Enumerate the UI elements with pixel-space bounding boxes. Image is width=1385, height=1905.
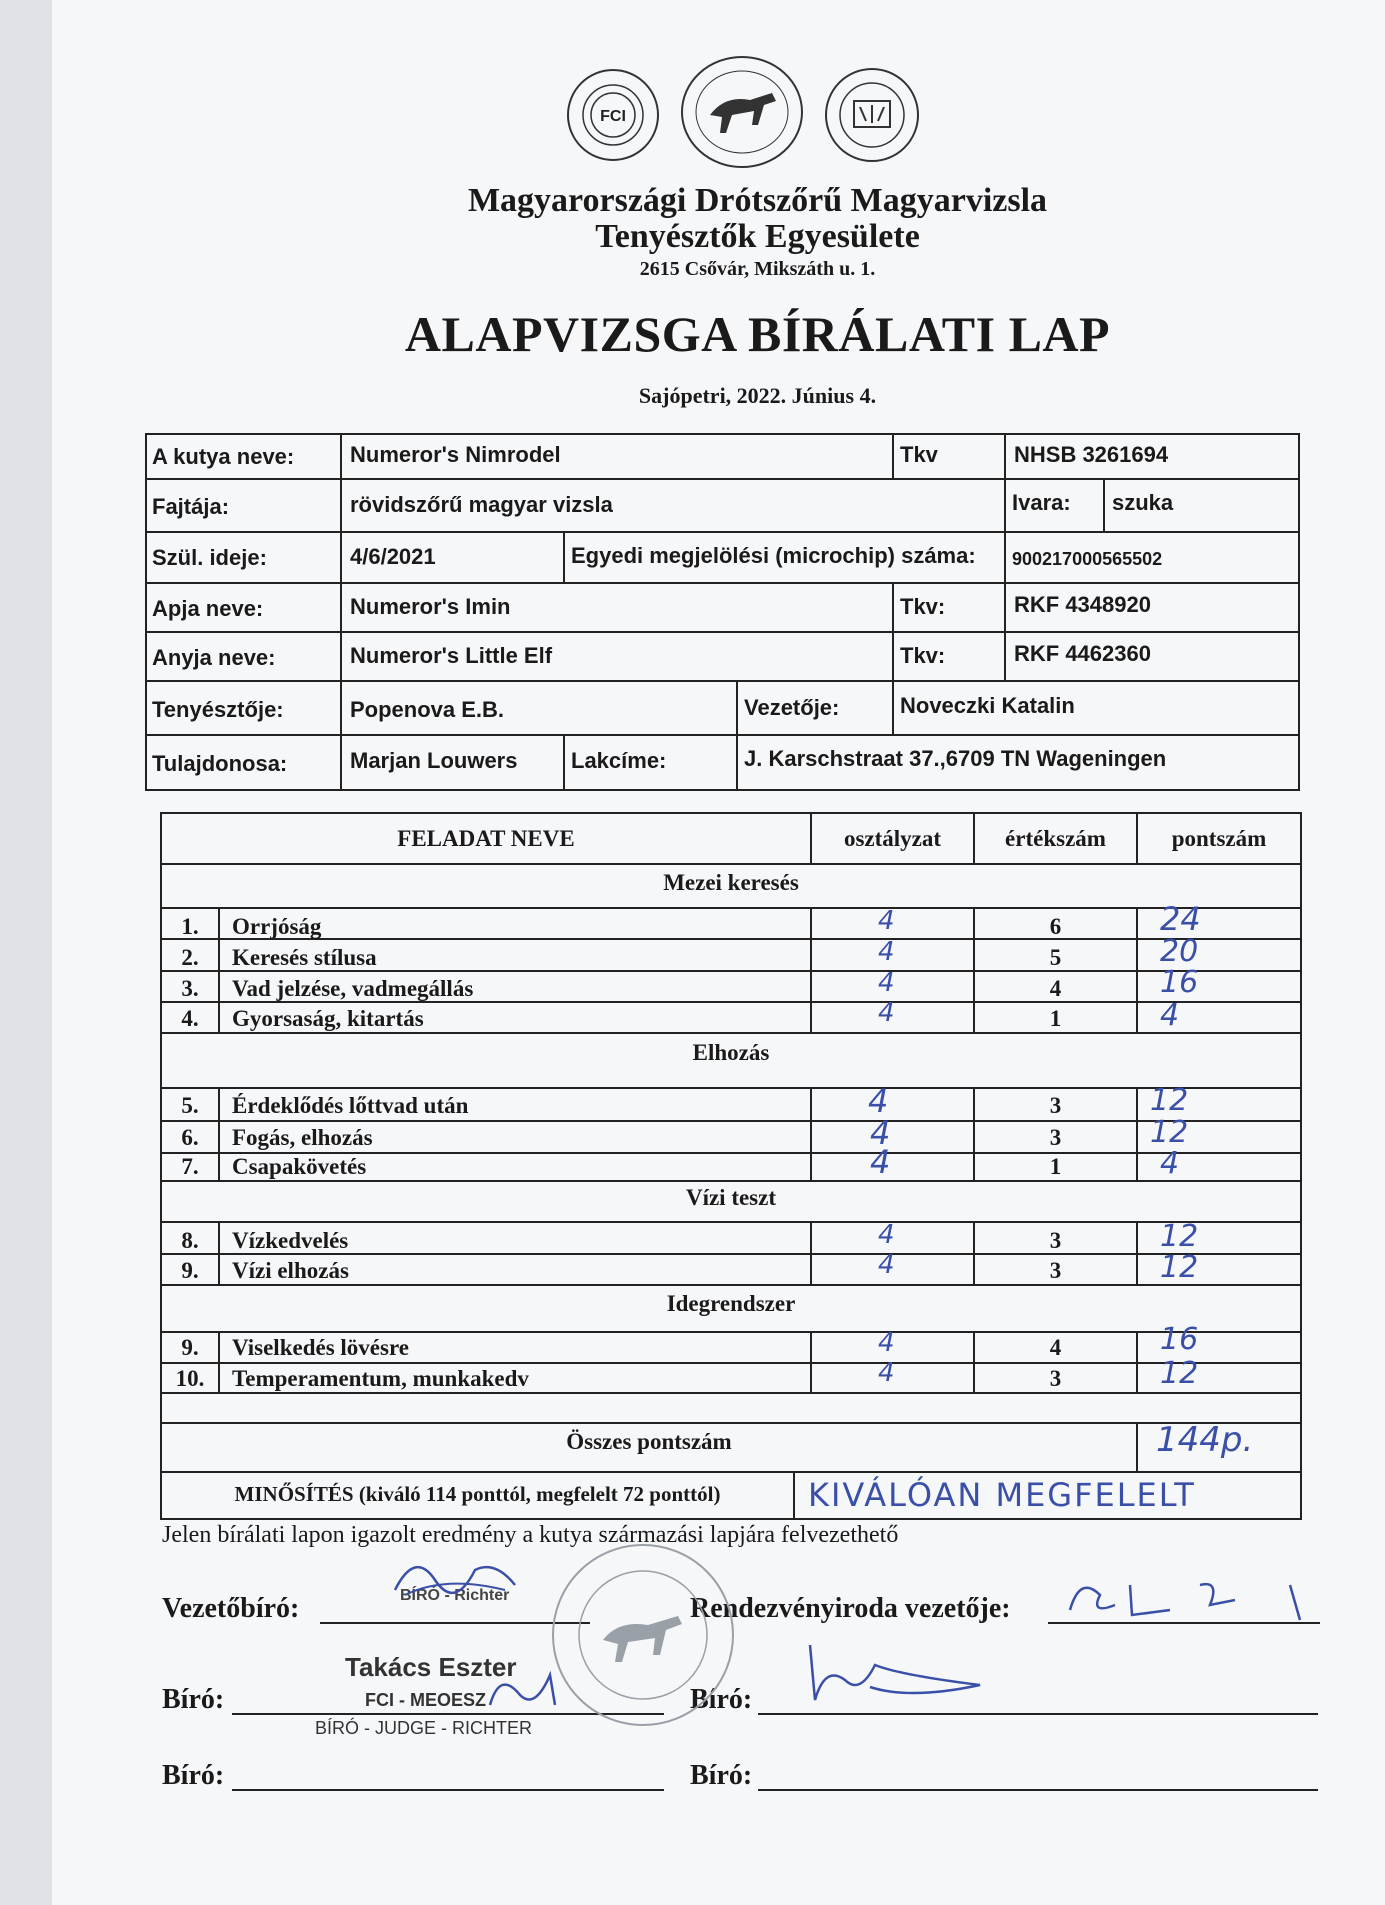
row-number: 3. [181, 976, 199, 1001]
total-label: Összes pontszám [566, 1429, 732, 1454]
weight-value: 6 [1049, 914, 1062, 939]
group-title: Mezei keresés [663, 870, 799, 895]
judge-signature-line [232, 1789, 664, 1791]
task-name: Érdeklődés lőttvad után [232, 1093, 469, 1118]
weight-value: 5 [1049, 945, 1062, 970]
rating-label: MINŐSÍTÉS (kiváló 114 ponttól, megfelelt 72 ponttól) [234, 1482, 721, 1506]
breed-value: rövidszőrű magyar vizsla [350, 492, 613, 517]
grade-handwritten: 4 [878, 937, 895, 967]
col-weight-header: értékszám [1005, 826, 1106, 851]
tkv-value: NHSB 3261694 [1014, 442, 1169, 467]
validity-note: Jelen bírálati lapon igazolt eredmény a kutya származási lapjára felvezethető [162, 1522, 899, 1548]
sex-value: szuka [1112, 490, 1174, 515]
chip-label: Egyedi megjelölési (microchip) száma: [571, 543, 976, 568]
grade-handwritten: 4 [878, 1250, 895, 1280]
weight-value: 3 [1049, 1228, 1062, 1253]
sire-name: Numeror's Imin [350, 594, 511, 619]
stamp-name: Takács Eszter [345, 1652, 517, 1682]
grade-handwritten: 4 [878, 1328, 895, 1358]
org-address: 2615 Csővár, Mikszáth u. 1. [639, 258, 876, 280]
row-number: 6. [181, 1125, 199, 1150]
place-date: Sajópetri, 2022. Június 4. [638, 383, 877, 408]
judge-label: Bíró: [162, 1760, 225, 1791]
meoesz-logo-icon [822, 65, 922, 165]
logo-row [560, 55, 930, 170]
row-number: 9. [181, 1258, 199, 1283]
dog-name: Numeror's Nimrodel [350, 442, 561, 467]
grade-handwritten: 4 [878, 998, 895, 1028]
sire-label: Apja neve: [152, 596, 264, 621]
weight-value: 1 [1049, 1006, 1062, 1031]
group-title: Elhozás [692, 1040, 770, 1065]
dog-name-label: A kutya neve: [152, 444, 295, 469]
tkv-label: Tkv [900, 442, 938, 467]
sire-tkv: RKF 4348920 [1014, 592, 1151, 617]
task-name: Csapakövetés [232, 1154, 367, 1179]
points-handwritten: 16 [1160, 965, 1199, 1000]
owner-address-label: Lakcíme: [571, 748, 667, 773]
row-number: 8. [181, 1228, 199, 1253]
task-name: Orrjóság [232, 914, 322, 939]
row-number: 4. [181, 1006, 199, 1031]
points-handwritten: 24 [1160, 900, 1201, 938]
signature-icon [385, 1540, 535, 1610]
points-handwritten: 4 [1160, 1146, 1180, 1181]
weight-value: 3 [1049, 1258, 1062, 1283]
col-points-header: pontszám [1171, 826, 1267, 851]
dam-name: Numeror's Little Elf [350, 643, 553, 668]
breeder-value: Popenova E.B. [350, 697, 505, 722]
signature-icon [790, 1625, 990, 1715]
judge-stamp-small: BÍRÓ - Richter [400, 1587, 510, 1604]
row-number: 9. [181, 1335, 199, 1360]
points-handwritten: 12 [1160, 1219, 1199, 1254]
sex-label: Ivara: [1012, 490, 1071, 515]
rating-handwritten: KIVÁLÓAN MEGFELELT [808, 1476, 1196, 1514]
points-handwritten: 4 [1160, 998, 1180, 1033]
stamp-title: BÍRÓ - JUDGE - RICHTER [315, 1718, 533, 1738]
group-title: Idegrendszer [666, 1291, 796, 1316]
signature-icon [1060, 1570, 1320, 1630]
grade-handwritten: 4 [878, 906, 895, 936]
task-name: Vízi elhozás [232, 1258, 349, 1283]
judge-label: Bíró: [690, 1684, 753, 1715]
handler-value: Noveczki Katalin [900, 693, 1075, 718]
points-handwritten: 12 [1150, 1083, 1189, 1118]
chief-judge-label: Vezetőbíró: [162, 1593, 300, 1624]
owner-value: Marjan Louwers [350, 748, 518, 773]
weight-value: 3 [1049, 1125, 1062, 1150]
org-name-line2: Tenyésztők Egyesülete [595, 218, 920, 255]
office-head-label: Rendezvényiroda vezetője: [690, 1593, 1011, 1624]
sire-tkv-label: Tkv: [900, 594, 946, 619]
weight-value: 3 [1049, 1093, 1062, 1118]
task-name: Gyorsaság, kitartás [232, 1006, 424, 1031]
dam-tkv: RKF 4462360 [1014, 641, 1151, 666]
judge-signature-line [758, 1789, 1318, 1791]
club-dog-logo-icon [680, 55, 805, 170]
dam-tkv-label: Tkv: [900, 643, 946, 668]
owner-address: J. Karschstraat 37.,6709 TN Wageningen [744, 746, 1167, 771]
weight-value: 3 [1049, 1366, 1062, 1391]
breeder-label: Tenyésztője: [152, 697, 284, 722]
stamp-org: FCI - MEOESZ [365, 1690, 486, 1710]
task-name: Keresés stílusa [232, 945, 377, 970]
fci-logo-icon [565, 67, 661, 163]
club-round-stamp-icon [548, 1540, 738, 1730]
grade-handwritten: 4 [870, 1114, 891, 1152]
task-name: Fogás, elhozás [232, 1125, 373, 1150]
group-title: Vízi teszt [685, 1185, 777, 1210]
weight-value: 1 [1049, 1154, 1062, 1179]
task-name: Vízkedvelés [232, 1228, 349, 1253]
weight-value: 4 [1049, 976, 1062, 1001]
judge-label: Bíró: [690, 1760, 753, 1791]
dob-label: Szül. ideje: [152, 545, 267, 570]
row-number: 5. [181, 1093, 199, 1118]
signature-icon [480, 1665, 570, 1715]
handler-label: Vezetője: [744, 695, 840, 720]
task-name: Temperamentum, munkakedv [232, 1366, 529, 1391]
grade-handwritten: 4 [870, 1143, 891, 1181]
row-number: 7. [181, 1154, 199, 1179]
grade-handwritten: 4 [878, 1358, 895, 1388]
scan-edge [0, 0, 53, 1905]
row-number: 2. [181, 945, 199, 970]
task-name: Viselkedés lövésre [232, 1335, 409, 1360]
task-name: Vad jelzése, vadmegállás [232, 976, 474, 1001]
total-handwritten: 144p. [1156, 1420, 1254, 1460]
dob-value: 4/6/2021 [350, 544, 436, 569]
points-handwritten: 12 [1160, 1250, 1199, 1285]
row-number: 1. [181, 914, 199, 939]
chip-value: 900217000565502 [1012, 549, 1163, 569]
points-handwritten: 16 [1160, 1322, 1199, 1357]
page-title: ALAPVIZSGA BÍRÁLATI LAP [404, 306, 1111, 362]
col-task-header: FELADAT NEVE [397, 826, 575, 851]
org-name-line1: Magyarországi Drótszőrű Magyarvizsla [467, 182, 1048, 219]
svg-text:FCI: FCI [600, 108, 626, 125]
row-number: 10. [175, 1366, 205, 1391]
points-handwritten: 20 [1160, 934, 1199, 969]
weight-value: 4 [1049, 1335, 1062, 1360]
points-handwritten: 12 [1160, 1356, 1199, 1391]
grade-handwritten: 4 [868, 1082, 889, 1120]
breed-label: Fajtája: [152, 494, 230, 519]
owner-label: Tulajdonosa: [152, 751, 288, 776]
points-handwritten: 12 [1150, 1115, 1189, 1150]
grade-handwritten: 4 [878, 1220, 895, 1250]
judge-label: Bíró: [162, 1684, 225, 1715]
grade-handwritten: 4 [878, 968, 895, 998]
col-grade-header: osztályzat [843, 826, 942, 851]
dam-label: Anyja neve: [152, 645, 276, 670]
